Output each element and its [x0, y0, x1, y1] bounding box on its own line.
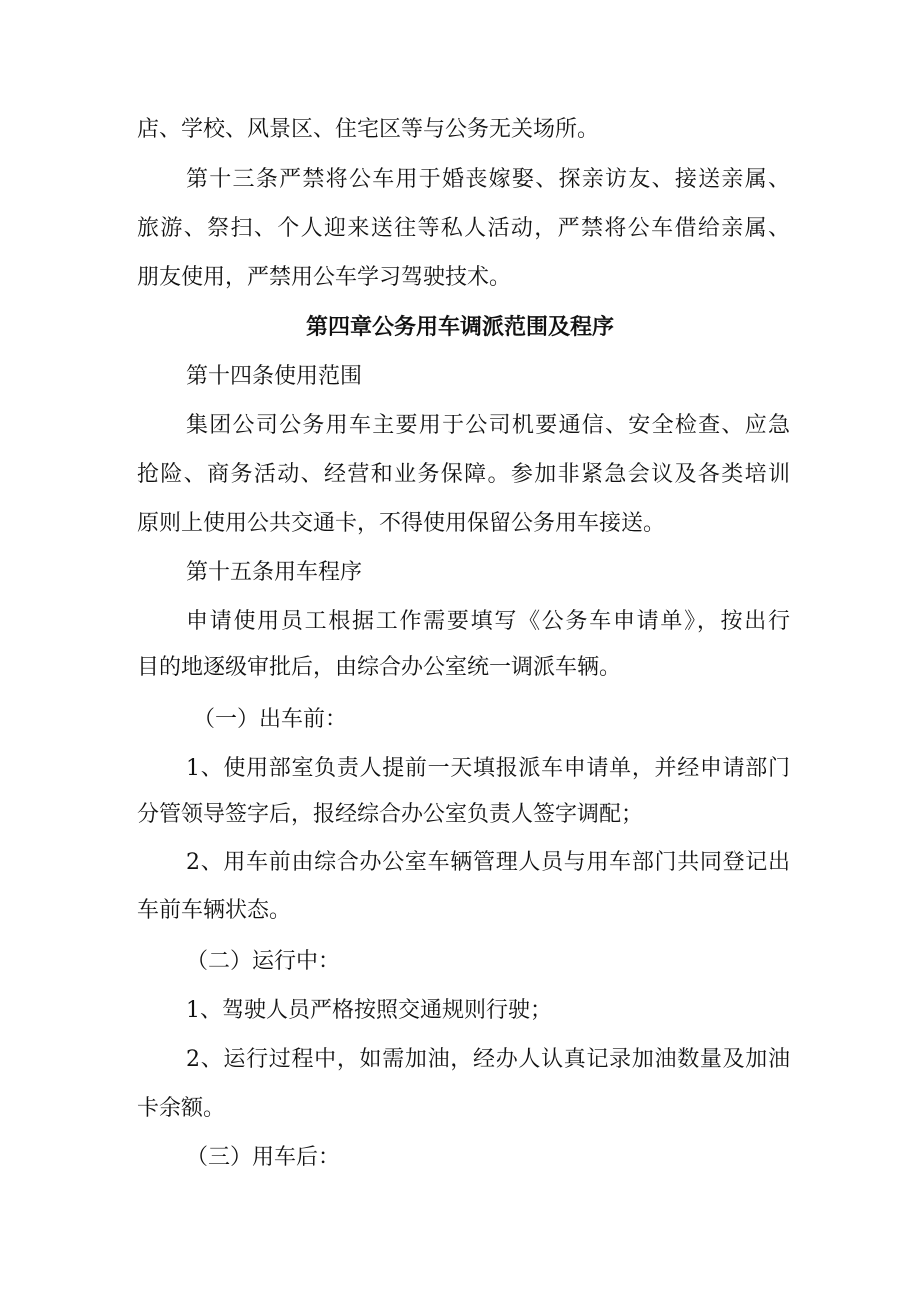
paragraph-line: 店、学校、风景区、住宅区等与公务无关场所。 — [137, 117, 600, 142]
paragraph-line: 集团公司公务用车主要用于公司机要通信、安全检查、应急 — [186, 413, 790, 438]
list-item: 2、运行过程中，如需加油，经办人认真记录加油数量及加油 — [186, 1047, 790, 1072]
paragraph-line: 申请使用员工根据工作需要填写《公务车申请单》，按出行 — [186, 609, 790, 634]
paragraph-line: 车前车辆状态。 — [137, 898, 292, 923]
article-14-title: 第十四条使用范围 — [186, 364, 363, 389]
paragraph-line: 抢险、商务活动、经营和业务保障。参加非紧急会议及各类培训 — [137, 462, 790, 487]
list-item: 1、驾驶人员严格按照交通规则行驶； — [186, 998, 552, 1023]
article-15-title: 第十五条用车程序 — [186, 560, 363, 585]
chapter-heading: 第四章公务用车调派范围及程序 — [305, 315, 614, 340]
list-item: 2、用车前由综合办公室车辆管理人员与用车部门共同登记出 — [186, 850, 790, 875]
paragraph-line: 卡余额。 — [137, 1096, 226, 1121]
paragraph-line: 朋友使用，严禁用公车学习驾驶技术。 — [137, 265, 512, 290]
paragraph-line: 旅游、祭扫、个人迎来送往等私人活动，严禁将公车借给亲属、 — [137, 216, 790, 241]
paragraph-line: 原则上使用公共交通卡，不得使用保留公务用车接送。 — [137, 511, 666, 536]
paragraph-line: 目的地逐级审批后，由综合办公室统一调派车辆。 — [137, 655, 622, 680]
article-13-line: 第十三条严禁将公车用于婚丧嫁娶、探亲访友、接送亲属、 — [186, 167, 790, 192]
paragraph-line: 分管领导签字后，报经综合办公室负责人签字调配； — [137, 802, 644, 827]
section-in-operation: （二）运行中： — [186, 949, 341, 974]
section-after-use: （三）用车后： — [186, 1145, 341, 1170]
section-before-departure: （一）出车前： — [193, 707, 348, 732]
list-item: 1、使用部室负责人提前一天填报派车申请单，并经申请部门 — [186, 756, 790, 781]
